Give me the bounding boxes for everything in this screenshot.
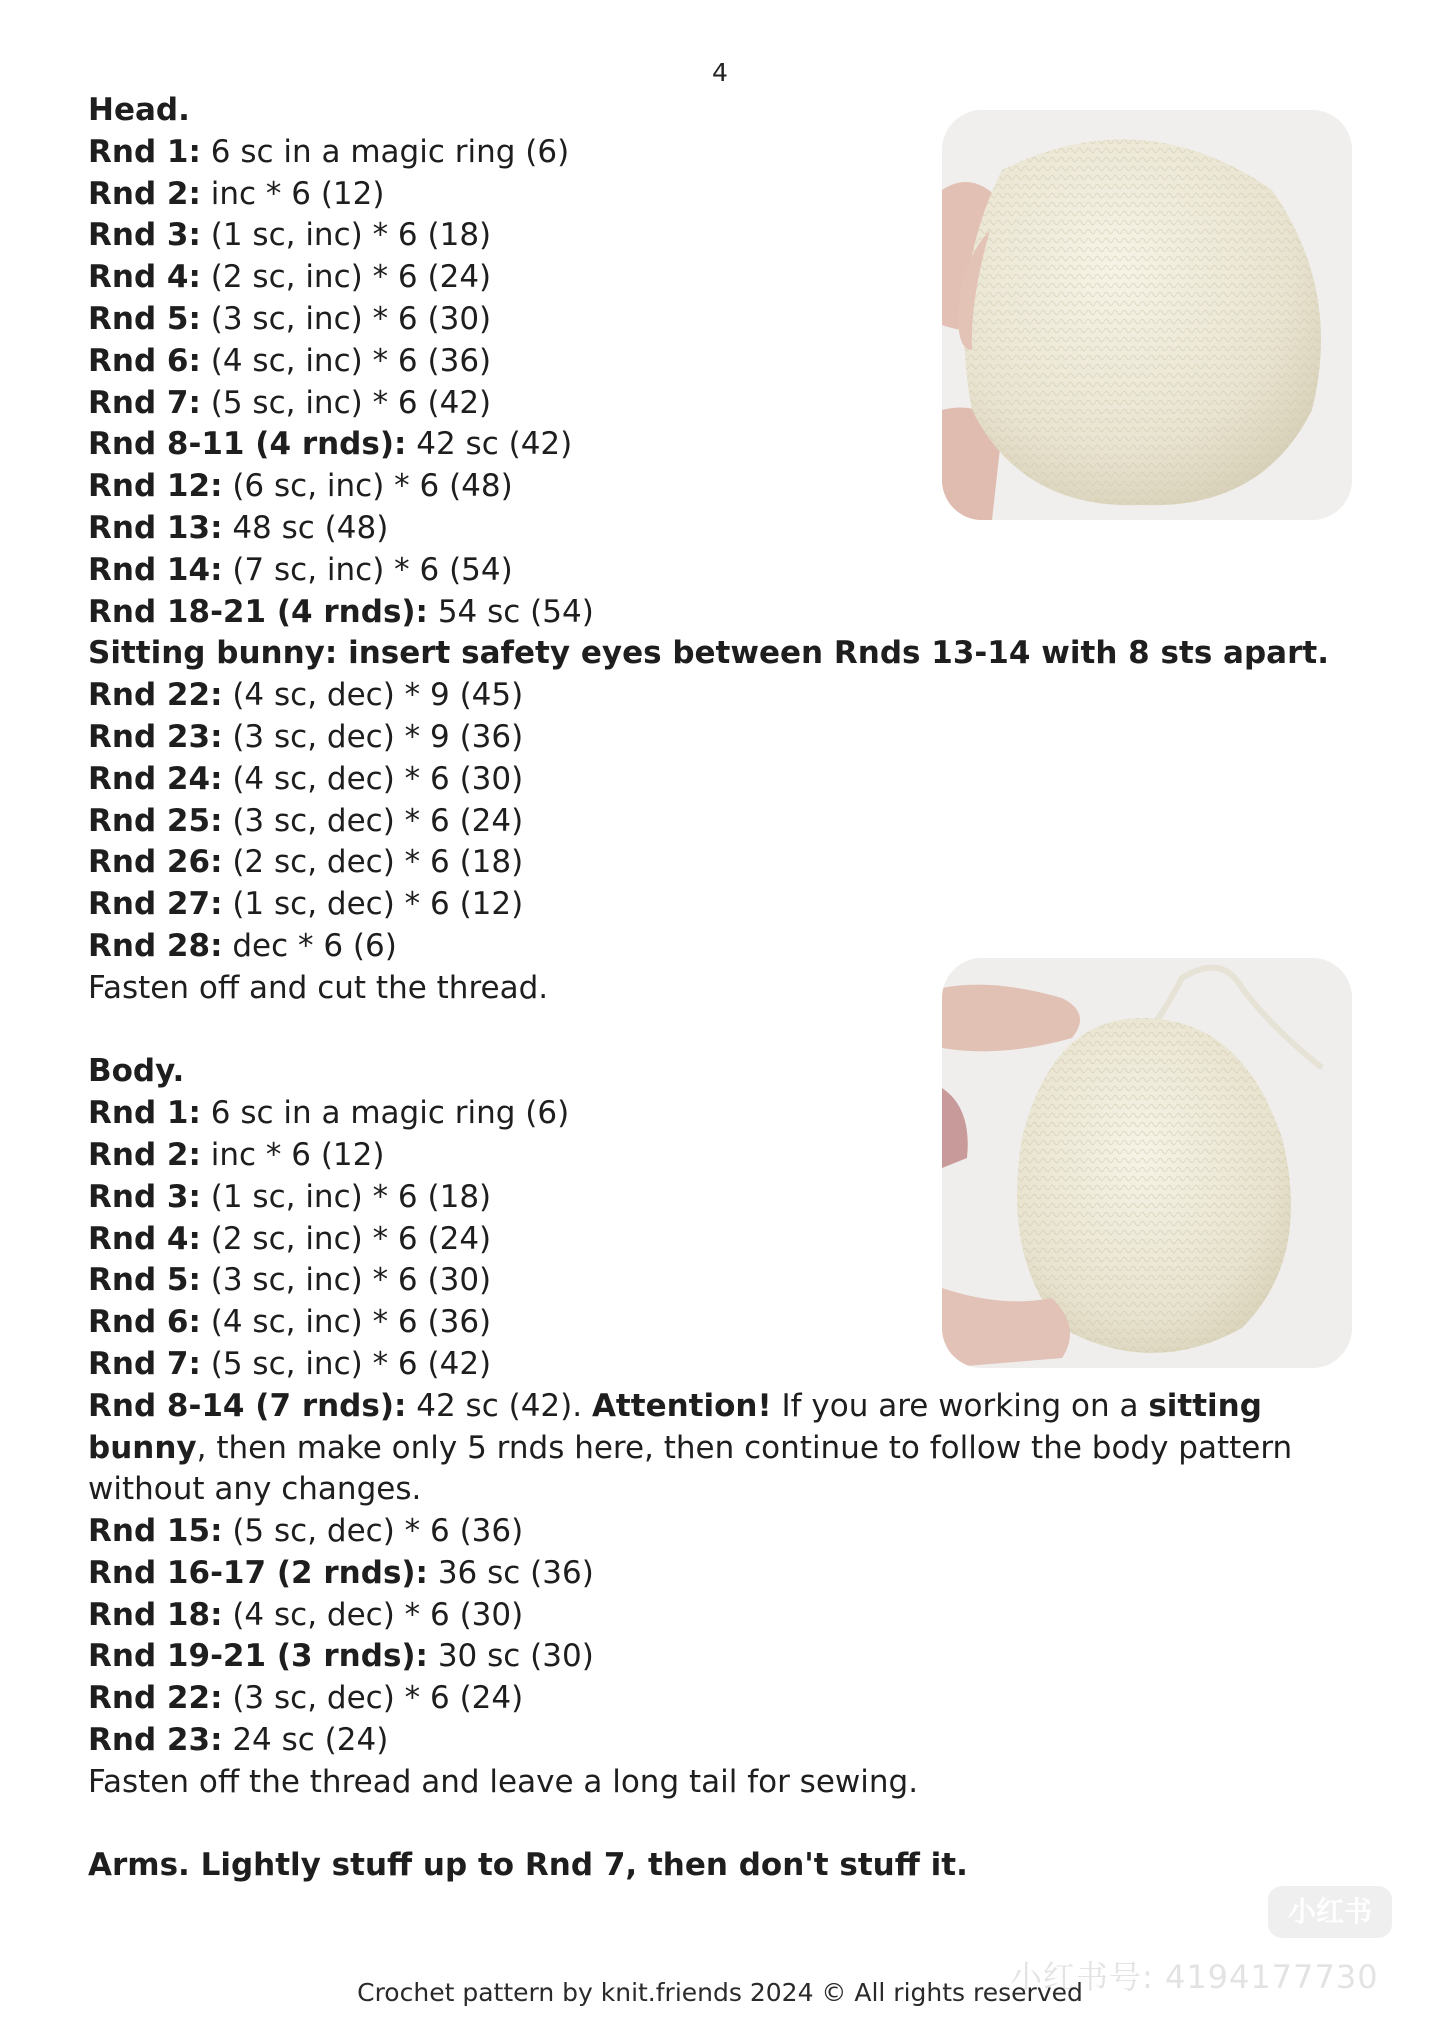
pattern-row: Rnd 7: (5 sc, inc) * 6 (42) xyxy=(88,1345,492,1382)
pattern-row: Rnd 28: dec * 6 (6) xyxy=(88,927,397,964)
pattern-row: Rnd 19-21 (3 rnds): 30 sc (30) xyxy=(88,1638,594,1675)
head-title: Head. xyxy=(88,92,190,128)
pattern-row: Rnd 22: (3 sc, dec) * 6 (24) xyxy=(88,1680,524,1717)
pattern-row: Rnd 1: 6 sc in a magic ring (6) xyxy=(88,133,570,170)
pattern-row: Rnd 6: (4 sc, inc) * 6 (36) xyxy=(88,342,492,379)
pattern-row: Rnd 8-11 (4 rnds): 42 sc (42) xyxy=(88,426,573,463)
finish-instruction: Fasten off the thread and leave a long tail for sewing. xyxy=(88,1763,919,1800)
finish-instruction: Fasten off and cut the thread. xyxy=(88,969,549,1006)
pattern-row: Rnd 2: inc * 6 (12) xyxy=(88,1136,385,1173)
pattern-row: Rnd 2: inc * 6 (12) xyxy=(88,175,385,212)
pattern-row: Rnd 24: (4 sc, dec) * 6 (30) xyxy=(88,760,524,797)
pattern-row: Rnd 5: (3 sc, inc) * 6 (30) xyxy=(88,300,492,337)
pattern-row: Rnd 15: (5 sc, dec) * 6 (36) xyxy=(88,1513,524,1550)
watermark-id: 小红书号: 4194177730 xyxy=(1010,1958,1379,1996)
pattern-row: Rnd 26: (2 sc, dec) * 6 (18) xyxy=(88,844,524,881)
arms-title: Arms. Lightly stuff up to Rnd 7, then don't stuff it. xyxy=(88,1847,968,1884)
copyright-footer: Crochet pattern by knit.friends 2024 © All rights reserved xyxy=(357,1978,1083,2007)
pattern-row: Rnd 7: (5 sc, inc) * 6 (42) xyxy=(88,384,492,421)
watermark-badge: 小红书 xyxy=(1268,1886,1392,1938)
pattern-row: Rnd 14: (7 sc, inc) * 6 (54) xyxy=(88,551,513,588)
pattern-row: Rnd 12: (6 sc, inc) * 6 (48) xyxy=(88,468,513,505)
body-photo xyxy=(942,958,1352,1368)
pattern-row: Rnd 4: (2 sc, inc) * 6 (24) xyxy=(88,1220,492,1257)
sitting-bunny-note: Sitting bunny: insert safety eyes between Rnds 13-14 with 8 sts apart. xyxy=(88,635,1329,672)
pattern-row: Rnd 6: (4 sc, inc) * 6 (36) xyxy=(88,1304,492,1341)
pattern-row: Rnd 18-21 (4 rnds): 54 sc (54) xyxy=(88,593,594,630)
pattern-row: Rnd 3: (1 sc, inc) * 6 (18) xyxy=(88,217,492,254)
pattern-row: Rnd 22: (4 sc, dec) * 9 (45) xyxy=(88,677,524,714)
pattern-row: Rnd 1: 6 sc in a magic ring (6) xyxy=(88,1095,570,1132)
body-title: Body. xyxy=(88,1053,185,1090)
pattern-row: Rnd 4: (2 sc, inc) * 6 (24) xyxy=(88,259,492,296)
pattern-row: Rnd 3: (1 sc, inc) * 6 (18) xyxy=(88,1178,492,1215)
pattern-row: Rnd 13: 48 sc (48) xyxy=(88,509,389,546)
head-photo xyxy=(942,110,1352,520)
pattern-row: Rnd 27: (1 sc, dec) * 6 (12) xyxy=(88,886,524,923)
pattern-row: Rnd 25: (3 sc, dec) * 6 (24) xyxy=(88,802,524,839)
pattern-row: Rnd 5: (3 sc, inc) * 6 (30) xyxy=(88,1262,492,1299)
pattern-row: Rnd 23: (3 sc, dec) * 9 (36) xyxy=(88,718,524,755)
pattern-row: Rnd 18: (4 sc, dec) * 6 (30) xyxy=(88,1596,524,1633)
pattern-row: Rnd 23: 24 sc (24) xyxy=(88,1722,389,1759)
pattern-row: Rnd 16-17 (2 rnds): 36 sc (36) xyxy=(88,1554,594,1591)
page-number: 4 xyxy=(712,58,728,87)
attention-paragraph: Rnd 8-14 (7 rnds): 42 sc (42). Attention! If you are working on a sitting bunny, then make only 5 rnds here, then continue to follow the body pattern without any changes. xyxy=(88,1387,1293,1508)
